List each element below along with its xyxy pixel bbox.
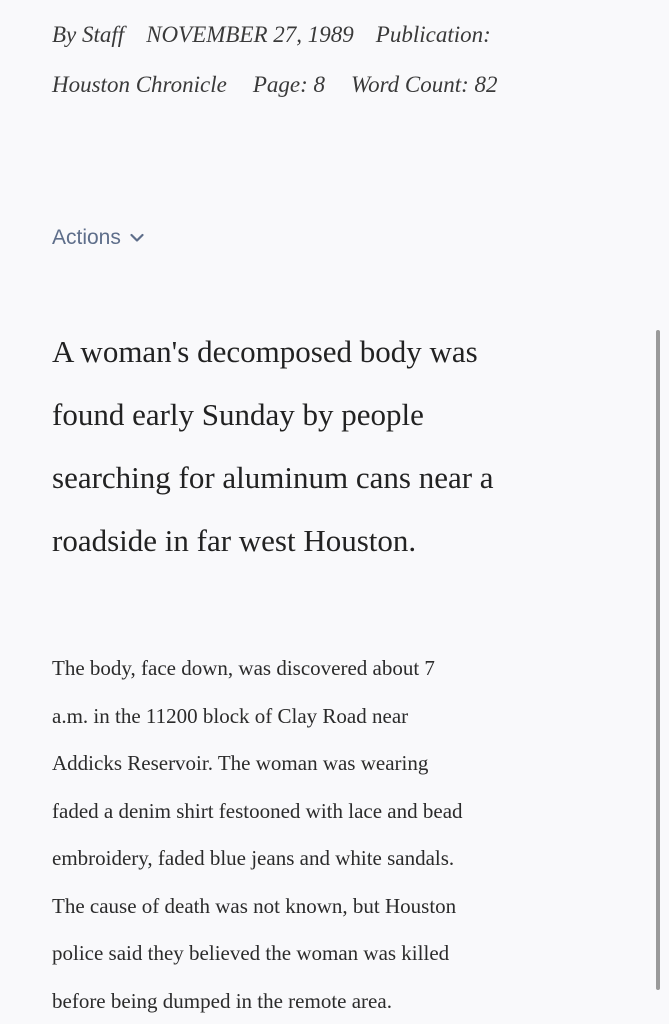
body-line: before being dumped in the remote area.: [52, 988, 392, 1013]
article-metadata: [52, 10, 612, 110]
scrollbar[interactable]: [656, 330, 660, 990]
actions-dropdown[interactable]: [52, 226, 144, 250]
chevron-down-icon: [130, 233, 144, 243]
lead-line: A woman's decomposed body was: [52, 334, 478, 369]
metadata-line-1: [52, 10, 612, 60]
body-line: a.m. in the 11200 block of Clay Road near: [52, 703, 409, 728]
byline: By Staff: [52, 22, 125, 47]
body-line: The cause of death was not known, but Houston: [52, 893, 457, 918]
article-body: [52, 645, 622, 1024]
body-line: police said they believed the woman was killed: [52, 941, 450, 965]
metadata-line-2: [52, 60, 612, 110]
lead-line: roadside in far west Houston.: [52, 523, 417, 558]
lead-line: searching for aluminum cans near a: [52, 460, 494, 495]
body-line: embroidery, faded blue jeans and white sandals.: [52, 846, 455, 870]
page-number: Page: 8: [252, 72, 326, 97]
body-line: Addicks Reservoir. The woman was wearing: [52, 751, 429, 775]
article-lead: [52, 320, 612, 572]
publication-name: Houston Chronicle: [52, 72, 227, 97]
word-count: Word Count: 82: [351, 72, 498, 97]
publication-label: Publication:: [375, 22, 491, 47]
lead-line: found early Sunday by people: [52, 397, 424, 432]
body-line: faded a denim shirt festooned with lace and bead: [52, 798, 463, 823]
body-line: The body, face down, was discovered about 7: [52, 656, 435, 680]
actions-label: Actions: [52, 226, 121, 249]
publication-date: NOVEMBER 27, 1989: [146, 22, 354, 47]
